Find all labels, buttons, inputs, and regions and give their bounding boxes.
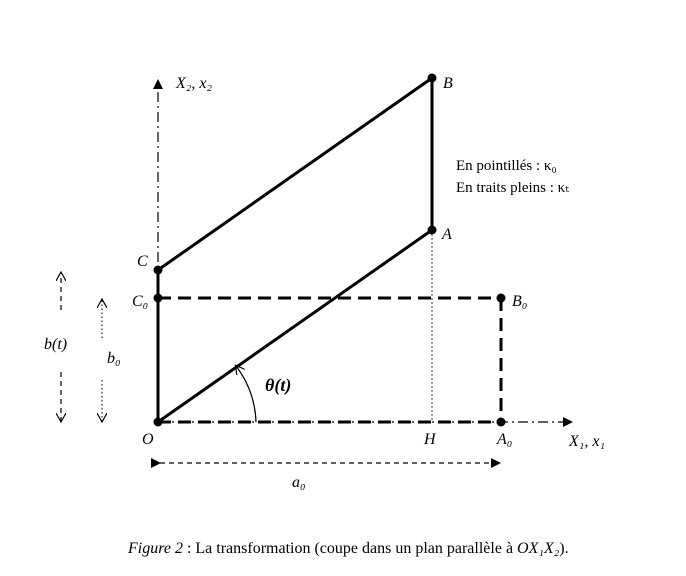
- x1-axis-label: X₁, x₁: [569, 433, 605, 450]
- point-A0-dot: [497, 418, 506, 427]
- point-O-label: O: [142, 431, 154, 448]
- caption-text: : La transformation (coupe dans un plan parallèle à: [182, 540, 518, 557]
- point-C0-label: C₀: [132, 293, 149, 310]
- point-C-dot: [154, 266, 163, 275]
- point-A-label: A: [442, 226, 452, 243]
- b0-label: b₀: [107, 350, 121, 367]
- caption-symbol: OX₁X₂: [517, 540, 560, 557]
- x2-axis-label: X₂, x₂: [176, 75, 212, 92]
- point-C0-dot: [154, 294, 163, 303]
- figure-caption: [128, 540, 668, 558]
- bt-label: b(t): [44, 336, 68, 353]
- caption-end: ).: [559, 540, 569, 557]
- parallelogram: [158, 78, 432, 422]
- point-B0-label: B₀: [512, 293, 528, 310]
- point-B0-dot: [497, 294, 506, 303]
- theta-label: θ(t): [265, 375, 292, 395]
- point-B-dot: [428, 74, 437, 83]
- point-C-label: C: [137, 253, 148, 270]
- point-B-label: B: [443, 75, 453, 92]
- point-H-label: H: [424, 431, 436, 448]
- point-O-dot: [154, 418, 163, 427]
- point-A0-label: A₀: [497, 431, 513, 448]
- caption-label: Figure 2: [128, 540, 183, 557]
- theta-arc: [236, 366, 256, 422]
- a0-label: a₀: [292, 474, 306, 491]
- point-A-dot: [428, 226, 437, 235]
- legend-dotted: En pointillés : κ₀: [456, 158, 557, 174]
- legend-solid: En traits pleins : κₜ: [456, 180, 569, 196]
